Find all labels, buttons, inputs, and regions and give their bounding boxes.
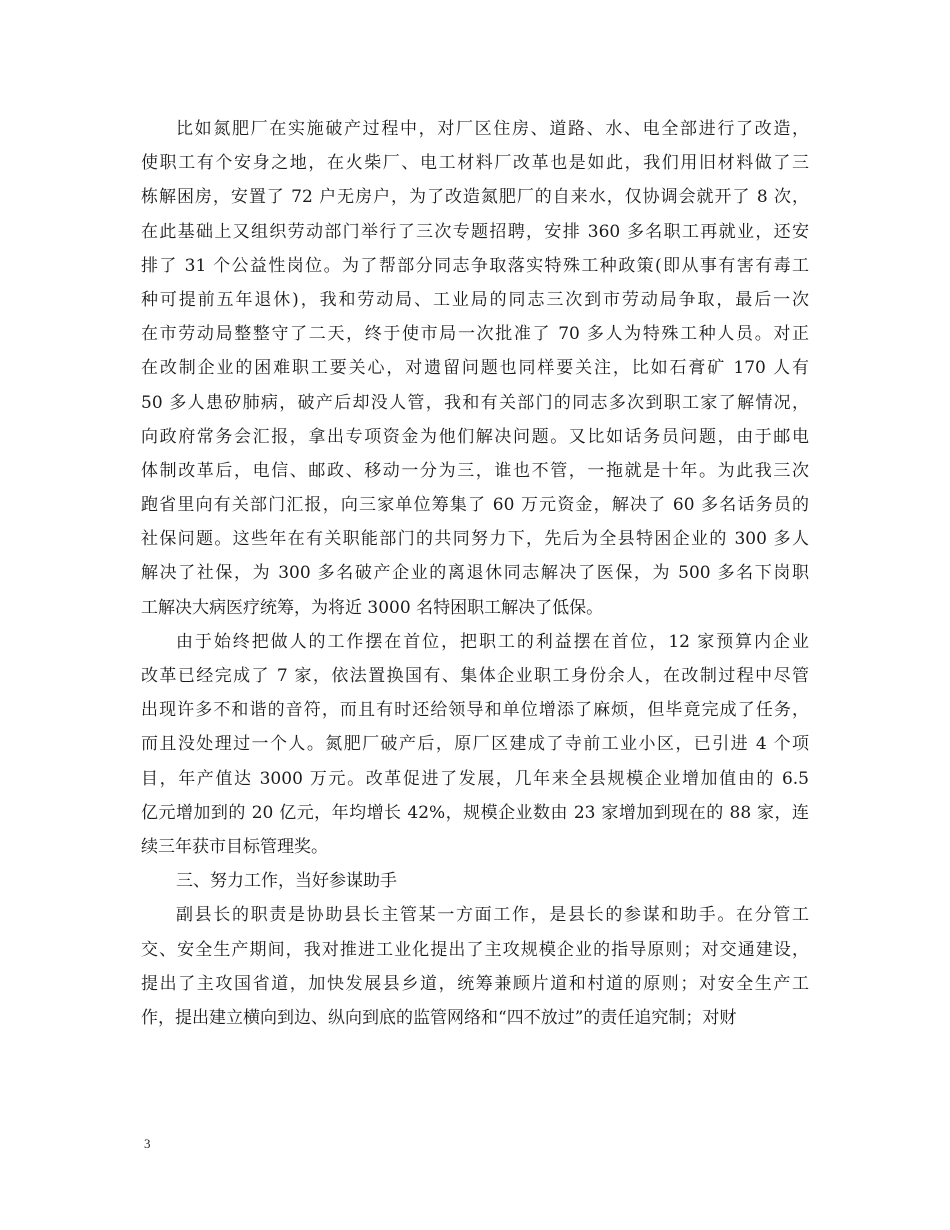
text-line: 在市劳动局整整守了二天，终于使市局一次批准了 70 多人为特殊工种人员。对正	[141, 324, 809, 345]
text-line: 体制改革后，电信、邮政、移动一分为三，谁也不管，一拖就是十年。为此我三次	[141, 460, 809, 481]
text-line: 跑省里向有关部门汇报，向三家单位筹集了 60 万元资金，解决了 60 多名话务员的	[141, 495, 809, 516]
text-line: 出现许多不和谐的音符，而且有时还给领导和单位增添了麻烦，但毕竟完成了任务，	[141, 700, 809, 721]
text-line: 作，提出建立横向到边、纵向到底的监管网络和“四不放过”的责任追究制；对财	[141, 1007, 737, 1028]
paragraph	[141, 898, 809, 1035]
text-line: 使职工有个安身之地，在火柴厂、电工材料厂改革也是如此，我们用旧材料做了三	[141, 153, 809, 174]
paragraph	[141, 625, 809, 864]
text-line: 目，年产值达 3000 万元。改革促进了发展，几年来全县规模企业增加值由的 6.5	[141, 768, 809, 789]
text-line: 50 多人患矽肺病，破产后却没人管，我和有关部门的同志多次到职工家了解情况，	[141, 392, 809, 413]
paragraph	[141, 864, 809, 898]
text-line: 排了 31 个公益性岗位。为了帮部分同志争取落实特殊工种政策(即从事有害有毒工	[141, 255, 809, 276]
text-line: 三、努力工作，当好参谋助手	[176, 871, 397, 892]
paragraph	[141, 112, 809, 625]
text-line: 解决了社保，为 300 多名破产企业的离退休同志解决了医保，为 500 多名下岗职	[141, 563, 809, 584]
page-number: 3	[144, 1136, 151, 1151]
text-line: 向政府常务会汇报，拿出专项资金为他们解决问题。又比如话务员问题，由于邮电	[141, 426, 809, 447]
text-line: 比如氮肥厂在实施破产过程中，对厂区住房、道路、水、电全部进行了改造，	[176, 119, 809, 139]
text-line: 而且没处理过一个人。氮肥厂破产后，原厂区建成了寺前工业小区，已引进 4 个项	[141, 734, 809, 755]
text-line: 工解决大病医疗统筹，为将近 3000 名特困职工解决了低保。	[141, 597, 604, 618]
text-line: 副县长的职责是协助县长主管某一方面工作，是县长的参谋和助手。在分管工	[176, 905, 809, 926]
body-text	[141, 112, 809, 1035]
text-line: 社保问题。这些年在有关职能部门的共同努力下，先后为全县特困企业的 300 多人	[141, 529, 809, 550]
text-line: 种可提前五年退休)，我和劳动局、工业局的同志三次到市劳动局争取，最后一次	[141, 289, 809, 310]
text-line: 栋解困房，安置了 72 户无房户，为了改造氮肥厂的自来水，仅协调会就开了 8 次，	[141, 187, 809, 208]
text-line: 亿元增加到的 20 亿元，年均增长 42%，规模企业数由 23 家增加到现在的 88 家，连	[141, 802, 809, 823]
text-line: 交、安全生产期间，我对推进工业化提出了主攻规模企业的指导原则；对交通建设，	[141, 939, 809, 960]
text-line: 续三年获市目标管理奖。	[141, 836, 328, 857]
text-line: 改革已经完成了 7 家，依法置换国有、集体企业职工身份余人，在改制过程中尽管	[141, 666, 809, 686]
text-line: 在改制企业的困难职工要关心，对遗留问题也同样要关注，比如石膏矿 170 人有	[141, 358, 809, 379]
text-line: 在此基础上又组织劳动部门举行了三次专题招聘，安排 360 多名职工再就业，还安	[141, 221, 809, 242]
text-line: 提出了主攻国省道，加快发展县乡道，统筹兼顾片道和村道的原则；对安全生产工	[141, 973, 809, 994]
text-line: 由于始终把做人的工作摆在首位，把职工的利益摆在首位，12 家预算内企业	[176, 631, 809, 652]
